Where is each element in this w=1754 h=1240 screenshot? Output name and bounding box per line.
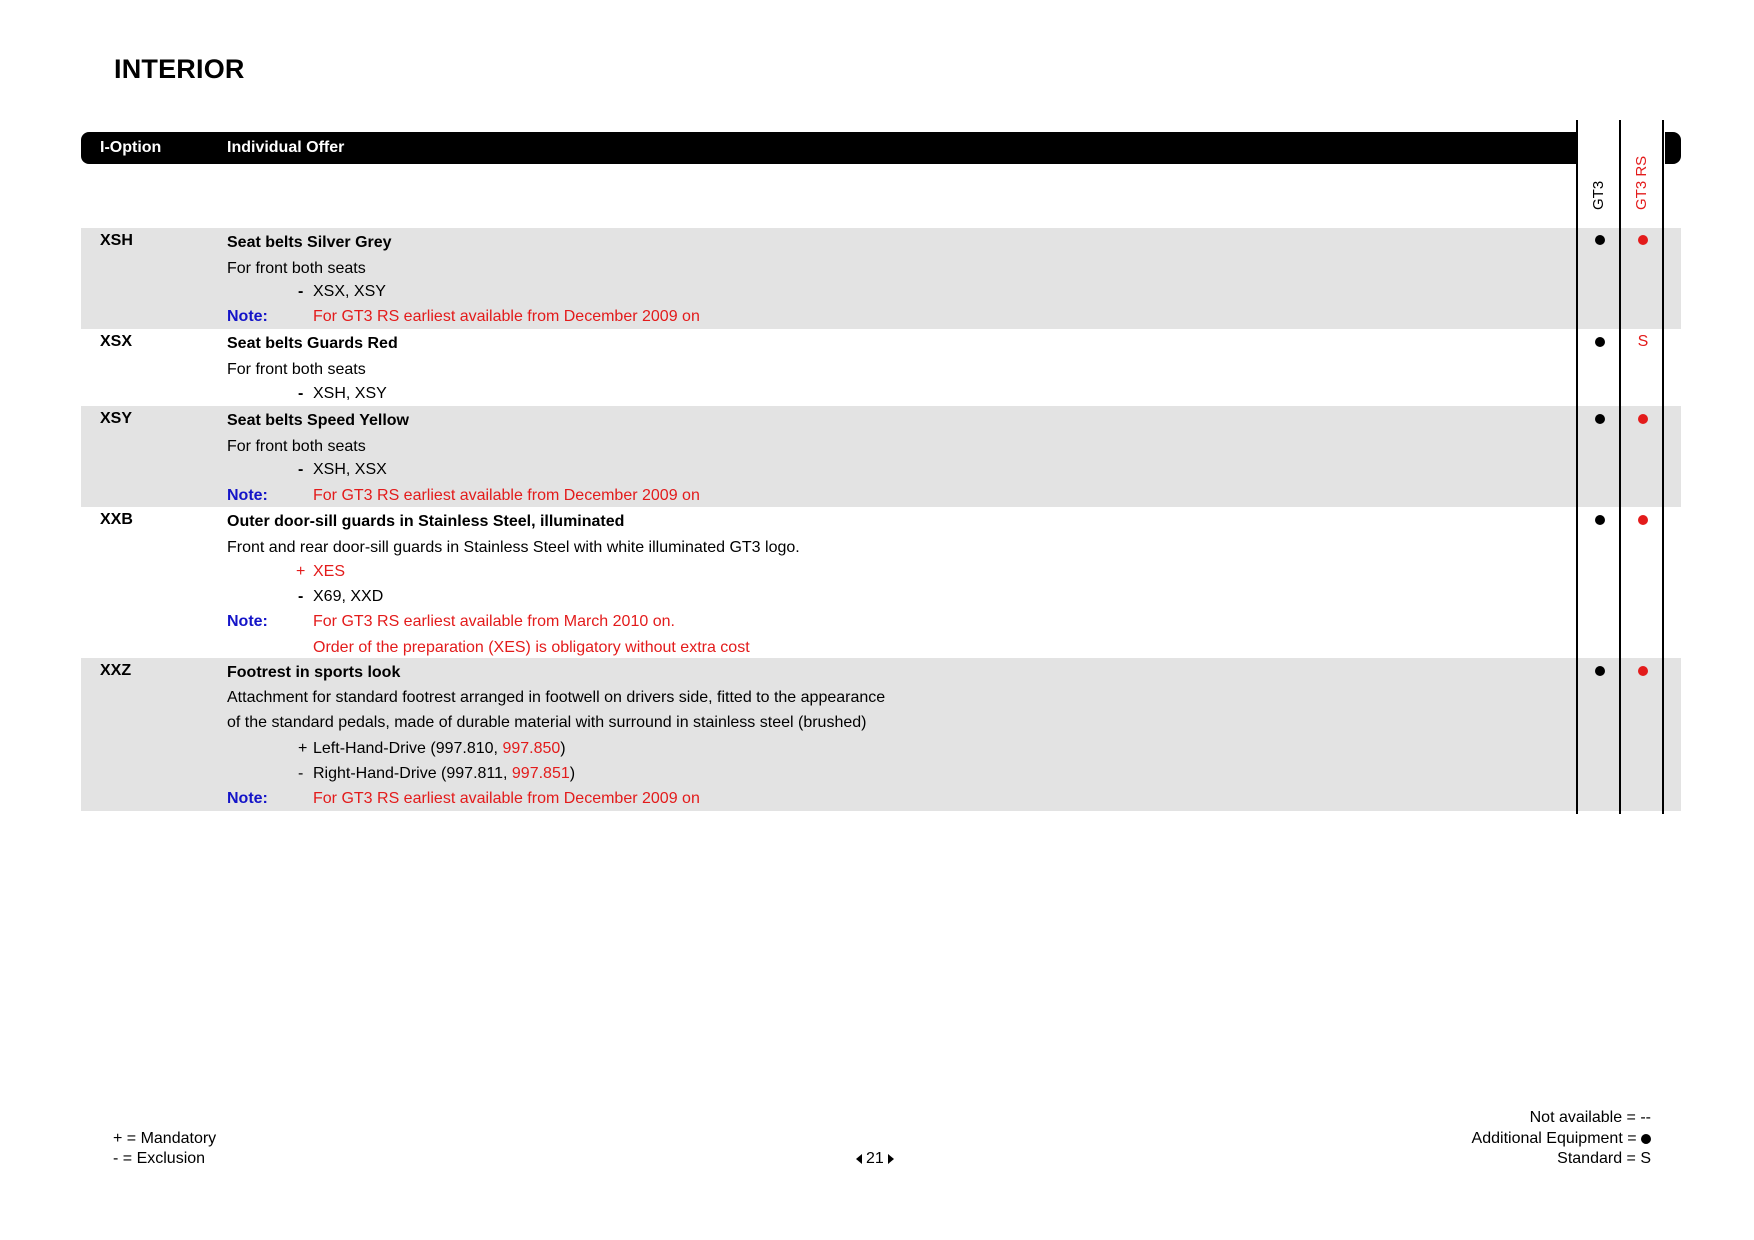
option-code: XSY (100, 410, 133, 427)
legend-not-available: Not available = -- (1529, 1109, 1651, 1126)
option-desc: For front both seats (227, 438, 366, 455)
option-desc: For front both seats (227, 260, 366, 277)
availability-gt3rs (1637, 510, 1649, 530)
header-ioption: I-Option (100, 139, 162, 156)
option-title: Footrest in sports look (227, 664, 401, 681)
mandatory-list: XES (313, 563, 346, 580)
availability-gt3rs (1637, 230, 1649, 250)
option-desc: For front both seats (227, 361, 366, 378)
bullet-icon (1595, 337, 1605, 347)
column-gt3rs: GT3 RS (1633, 155, 1650, 210)
exclusion-list: XSH, XSY (313, 385, 387, 402)
exclusion-sign: - (298, 588, 304, 605)
legend-exclusion: - = Exclusion (113, 1150, 206, 1167)
option-title: Seat belts Speed Yellow (227, 412, 409, 429)
bullet-icon (1595, 515, 1605, 525)
bullet-icon (1641, 1134, 1651, 1144)
exclusion-sign: - (298, 765, 304, 782)
legend-additional-text: Additional Equipment = (1471, 1130, 1641, 1147)
exclusion-text: Right-Hand-Drive (997.811, (313, 765, 512, 782)
bullet-icon (1638, 515, 1648, 525)
note-text: For GT3 RS earliest available from March 2010 on. (313, 613, 675, 630)
mandatory-gt3rs-model: 997.850 (502, 740, 561, 757)
mandatory-list (313, 740, 566, 758)
column-divider (1576, 120, 1578, 814)
availability-gt3 (1594, 510, 1606, 530)
option-code: XSX (100, 333, 133, 350)
column-gt3: GT3 (1590, 180, 1607, 210)
option-title: Seat belts Silver Grey (227, 234, 392, 251)
option-desc-2: of the standard pedals, made of durable material with surround in stainless steel (brushed) (227, 714, 867, 731)
legend-standard: Standard = S (1557, 1150, 1651, 1167)
bullet-icon (1595, 414, 1605, 424)
exclusion-gt3rs-model: 997.851 (511, 765, 570, 782)
availability-gt3 (1594, 409, 1606, 429)
note-text: For GT3 RS earliest available from December 2009 on (313, 487, 700, 504)
availability-gt3 (1594, 230, 1606, 250)
bullet-icon (1638, 666, 1648, 676)
availability-gt3 (1594, 332, 1606, 352)
option-code: XSH (100, 232, 133, 249)
column-divider (1662, 120, 1664, 814)
note-label: Note: (227, 613, 268, 630)
option-code: XXZ (100, 662, 132, 679)
option-desc: Front and rear door-sill guards in Stainless Steel with white illuminated GT3 logo. (227, 539, 800, 556)
exclusion-sign: - (298, 385, 304, 402)
prev-page-icon[interactable] (856, 1154, 862, 1164)
option-desc: Attachment for standard footrest arranged in footwell on drivers side, fitted to the appearance (227, 689, 886, 706)
exclusion-sign: - (298, 283, 304, 300)
exclusion-close: ) (569, 765, 576, 782)
bullet-icon (1638, 235, 1648, 245)
next-page-icon[interactable] (888, 1154, 894, 1164)
exclusion-list: XSX, XSY (313, 283, 386, 300)
exclusion-list: XSH, XSX (313, 461, 387, 478)
availability-gt3 (1594, 661, 1606, 681)
exclusion-list: X69, XXD (313, 588, 384, 605)
mandatory-text: Left-Hand-Drive (997.810, (313, 740, 503, 757)
option-title: Outer door-sill guards in Stainless Steel, illuminated (227, 513, 625, 530)
note-label: Note: (227, 308, 268, 325)
mandatory-sign: + (296, 563, 306, 580)
option-code: XXB (100, 511, 133, 528)
note-text: For GT3 RS earliest available from December 2009 on (313, 790, 700, 807)
bullet-icon (1638, 414, 1648, 424)
option-title: Seat belts Guards Red (227, 335, 398, 352)
bullet-icon (1595, 666, 1605, 676)
note-text: For GT3 RS earliest available from December 2009 on (313, 308, 700, 325)
note-label: Note: (227, 790, 268, 807)
page-title: INTERIOR (114, 54, 245, 84)
page-number (856, 1150, 894, 1168)
header-individual-offer: Individual Offer (227, 139, 345, 156)
exclusion-sign: - (298, 461, 304, 478)
legend-additional (1472, 1130, 1651, 1148)
note-label: Note: (227, 487, 268, 504)
legend-mandatory: + = Mandatory (113, 1130, 217, 1147)
availability-gt3rs (1637, 661, 1649, 681)
availability-gt3rs: S (1637, 333, 1649, 350)
page-number-text: 21 (866, 1150, 884, 1167)
column-head-area (1577, 120, 1665, 228)
column-divider (1619, 120, 1621, 814)
exclusion-list (313, 765, 575, 783)
availability-gt3rs (1637, 409, 1649, 429)
note-text-2: Order of the preparation (XES) is obligatory without extra cost (313, 639, 750, 656)
mandatory-close: ) (560, 740, 566, 757)
bullet-icon (1595, 235, 1605, 245)
mandatory-sign: + (298, 740, 308, 757)
